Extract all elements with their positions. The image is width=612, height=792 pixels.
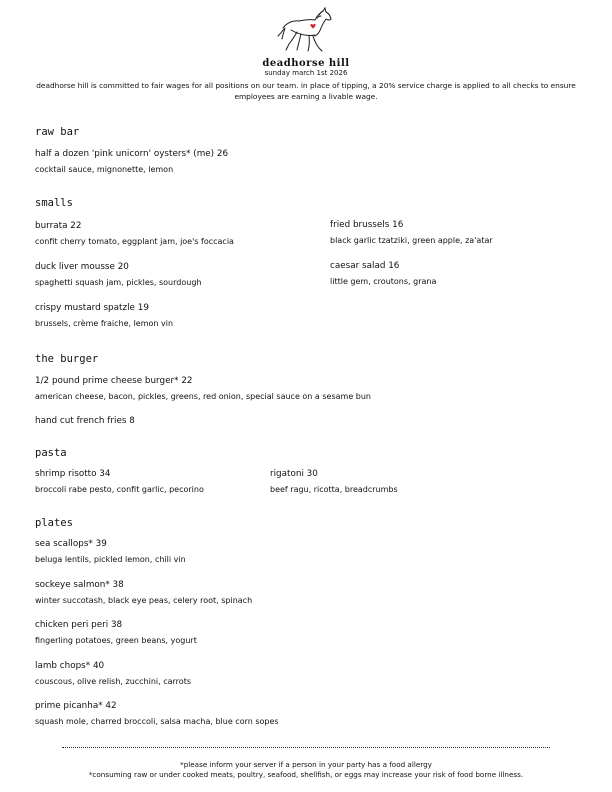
menu-item-burger: [35, 376, 371, 401]
item-desc: cocktail sauce, mignonette, lemon: [35, 165, 174, 174]
menu-item-shrimp-risotto: [35, 469, 204, 494]
item-name: half a dozen 'pink unicorn' oysters* (me) 26: [35, 149, 229, 159]
item-desc: brussels, crème fraiche, lemon vin: [35, 319, 174, 328]
menu-item-prime-picanha: [35, 701, 279, 726]
menu-item-rigatoni: [270, 469, 398, 494]
item-desc: fingerling potatoes, green beans, yogurt: [35, 636, 197, 645]
section-smalls: smalls: [35, 197, 73, 209]
wage-statement: deadhorse hill is committed to fair wages for all positions on our team. in place of tipping, a 20% service charge is applied to all checks to ensure employees are earning a livable wage.: [36, 81, 576, 101]
menu-item-french-fries: [35, 416, 135, 426]
item-desc: confit cherry tomato, eggplant jam, joe's foccacia: [35, 237, 234, 246]
food-safety-warning: *consuming raw or under cooked meats, poultry, seafood, shellfish, or eggs may increase your risk of food borne illness.: [88, 770, 524, 779]
menu-item-caesar-salad: [330, 261, 436, 286]
item-desc: winter succotash, black eye peas, celery root, spinach: [35, 596, 253, 605]
menu-header: [0, 6, 612, 102]
menu-item-spatzle: [35, 303, 173, 328]
allergy-notice: *please inform your server if a person in your party has a food allergy: [180, 760, 432, 769]
menu-item-sockeye-salmon: [35, 580, 252, 605]
item-name: shrimp risotto 34: [35, 469, 111, 479]
menu-item-oysters: [35, 149, 228, 174]
item-name: chicken peri peri 38: [35, 620, 123, 630]
menu-item-lamb-chops: [35, 661, 191, 686]
item-desc: squash mole, charred broccoli, salsa macha, blue corn sopes: [35, 717, 279, 726]
item-name: lamb chops* 40: [35, 661, 105, 671]
menu-footer: [0, 760, 612, 780]
item-name: caesar salad 16: [330, 261, 400, 271]
section-the-burger: the burger: [35, 353, 99, 365]
item-name: sea scallops* 39: [35, 539, 107, 549]
item-desc: american cheese, bacon, pickles, greens, red onion, special sauce on a sesame bun: [35, 392, 371, 401]
item-name: crispy mustard spatzle 19: [35, 303, 149, 313]
item-name: 1/2 pound prime cheese burger* 22: [35, 376, 193, 386]
item-name: duck liver mousse 20: [35, 262, 129, 272]
item-name: prime picanha* 42: [35, 701, 117, 711]
item-desc: spaghetti squash jam, pickles, sourdough: [35, 278, 202, 287]
footer-divider: [62, 747, 550, 748]
menu-item-chicken-peri-peri: [35, 620, 197, 645]
section-raw-bar: raw bar: [35, 126, 80, 138]
item-name: sockeye salmon* 38: [35, 580, 124, 590]
menu-item-duck-liver-mousse: [35, 262, 201, 287]
item-name: burrata 22: [35, 221, 82, 231]
item-name: fried brussels 16: [330, 220, 404, 230]
item-name: hand cut french fries 8: [35, 416, 135, 426]
menu-date: sunday march 1st 2026: [264, 69, 348, 77]
item-desc: black garlic tzatziki, green apple, za'atar: [330, 236, 493, 245]
section-pasta: pasta: [35, 447, 67, 459]
menu-item-burrata: [35, 221, 234, 246]
item-desc: beef ragu, ricotta, breadcrumbs: [270, 485, 398, 494]
section-plates: plates: [35, 517, 73, 529]
item-desc: beluga lentils, pickled lemon, chili vin: [35, 555, 186, 564]
item-name: rigatoni 30: [270, 469, 318, 479]
item-desc: broccoli rabe pesto, confit garlic, pecorino: [35, 485, 204, 494]
horse-logo-icon: [275, 6, 337, 54]
menu-item-sea-scallops: [35, 539, 186, 564]
menu-item-fried-brussels: [330, 220, 493, 245]
restaurant-name: deadhorse hill: [262, 58, 350, 69]
item-desc: couscous, olive relish, zucchini, carrots: [35, 677, 191, 686]
item-desc: little gem, croutons, grana: [330, 277, 437, 286]
